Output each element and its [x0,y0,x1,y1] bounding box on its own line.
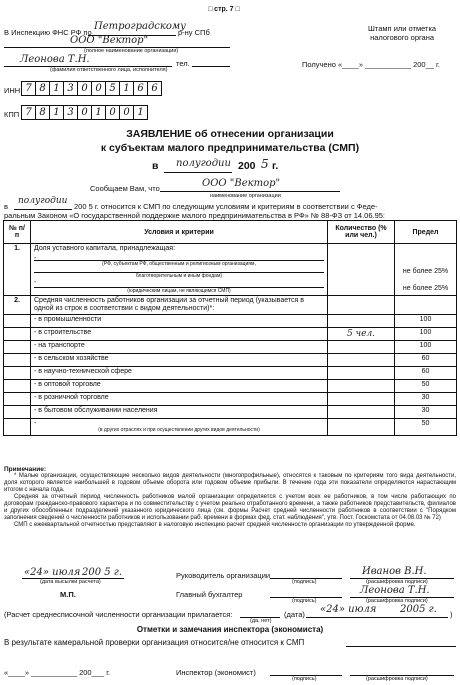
title-in: в [152,160,159,172]
inn-digit: 6 [133,81,148,96]
row-qty [328,419,395,436]
kpp-digit: 0 [105,105,120,120]
title-year-digit: 5 [261,157,269,171]
responsible-person: Леонова Т.Н. [20,54,90,65]
row-limit: 100 [395,341,457,354]
stamp-caption: Штамп или отметка налогового органа [368,24,437,42]
head-name: Иванов В.Н. [362,566,427,577]
head-label: Руководитель организации [176,571,271,580]
table-row [4,341,457,354]
inn-digit: 7 [21,81,36,96]
limit-25-b: не более 25% [402,285,449,292]
inn-digit: 1 [49,81,64,96]
inn-digit: 5 [105,81,120,96]
date-caption: (дата высылки расчета) [40,579,101,585]
intro-text2: ральным Законом «О государственной поддержке малого предпринимательства в РФ» № 88-ФЗ от 14.06.95: [4,211,386,220]
kpp-digits [21,105,147,120]
row-limit: 50 [395,380,457,393]
acc-name-caption: (расшифровка подписи) [366,598,428,604]
row-label: - в бытовом обслуживании населения [34,407,158,414]
kpp-digit: 1 [133,105,148,120]
row-caption: (в других отраслях и при осуществлении других видов деятельности) [98,427,260,433]
row-limit: 60 [395,354,457,367]
page-mark: □ стр. 7 □ [208,6,240,13]
inspector-sign-caption: (подпись) [292,676,317,682]
section-1-row: 1. Доля уставного капитала, принадлежащая: - (РФ, субъектам РФ, общественным и религиозным организациям, благотворительным и иным фондам) - (юридическим лицам, не являющимся СМП) не более 25% не более 25% [4,244,457,296]
inn-label: ИНН [4,86,21,95]
title-period: полугодии [176,158,231,169]
row-label: - в розничной торговле [34,394,109,401]
row-limit: 60 [395,367,457,380]
inn-digit: 8 [35,81,50,96]
table-row [4,367,457,380]
attached-label: (Расчет среднесписочной численности организации прилагается: [4,610,233,619]
row-qty [328,354,395,367]
row-qty [328,406,395,419]
row-label: - в оптовой торговле [34,381,101,388]
row-qty [328,393,395,406]
inn-digit: 0 [91,81,106,96]
inspector-title: Отметки и замечания инспектора (экономиста) [136,625,324,634]
row-limit: 30 [395,393,457,406]
kpp-digit: 3 [63,105,78,120]
tel-label: тел. [176,59,190,68]
row-qty [328,341,395,354]
intro-text1: 200 5 г. относится к СМП по следующим условиям и критериям в соответствии с Феде- [74,202,378,211]
attached-year: 2005 г. [400,604,437,615]
table-header: № п/п Условия и критерии Количество (% или чел.) Предел [4,221,457,244]
kpp-digit: 1 [91,105,106,120]
intro-in: в [4,202,8,211]
title-line1: ЗАЯВЛЕНИЕ об отнесении организации [126,128,334,140]
criteria-table [3,220,457,436]
row-label: - в научно-технической сфере [34,368,132,375]
row-label: - на транспорте [34,342,85,349]
row-qty [328,315,395,328]
district-suffix: р-ну СПб [178,28,210,37]
kpp-digit: 7 [21,105,36,120]
inn-digits [21,81,161,96]
row-limit: 30 [395,406,457,419]
notes: Примечание: * Малые организации, осуществляющие несколько видов деятельности (многопрофильные), относятся к таковым по критериям того вида деятельности, доля которого является наибольшей в годовом объеме оборота или годовом объеме прибыли. В течение года эти показатели определяются нарастающим итогом с начала года. Средняя за отчетный период численность работников малой организации определяется с учетом всех ее работников, в том числе работающих по договорам гражданско-правового характера и по совместительству с учетом реально отработанного времени, а также работников представительств, филиалов и других обособленных подразделений указанного юридического лица (см. формы Расчет средней численности работников в соответствии с "Порядком заполнения сведений о численности работников и использовании раб. времени в формах фед. стат. наблюдения", утв. Пост. Госкомстата от 04.08.03 № 72) СМП с ежеквартальной отчетностью представляют в налоговую инспекцию расчет средней численности организации по утвержденной форме. [4,466,456,528]
section-2-header-row: 2. Средняя численность работников организации за отчетный период (указывается в одной из строк в соответствии с видом деятельности)*: [4,296,457,315]
sign-year: 200 5 г. [82,567,123,578]
inspector-label: Инспектор (экономист) [176,668,256,677]
person-caption: (фамилия ответственного лица, исполнителя) [50,67,168,73]
inspector-name-caption: (расшифровка подписи) [366,676,428,682]
district-value: Петроградскому [94,21,186,32]
accountant-label: Главный бухгалтер [176,590,243,599]
row-limit: 50 [395,419,457,436]
intro-period: полугодии [18,196,68,206]
head-sign-caption: (подпись) [292,579,317,585]
stamp-mp: М.П. [60,590,76,599]
row-limit: 100 [395,315,457,328]
table-row [4,393,457,406]
accountant-name: Леонова Т.Н. [360,585,430,596]
intro-org-caption: наименование организации [210,193,281,199]
acc-sign-caption: (подпись) [292,598,317,604]
attached-caption: (да, нет) [250,618,272,624]
title-year-prefix: 200 [238,160,256,172]
inn-digit: 3 [63,81,78,96]
inn-digit: 1 [119,81,134,96]
row-qty: 5 чел. [328,328,395,341]
row-label: - в строительстве [34,329,92,336]
attached-date: «24» июля [320,604,377,615]
row-qty [328,367,395,380]
table-row [4,419,457,436]
head-name-caption: (расшифровка подписи) [366,579,428,585]
title-line2: к субъектам малого предпринимательства (СМП) [100,142,360,154]
table-row [4,354,457,367]
row-limit: 100 [395,328,457,341]
table-row [4,406,457,419]
row-qty [328,380,395,393]
attached-date-label: (дата) [284,610,305,619]
received-date: Получено «____» ___________ 200__ г. [302,60,440,69]
title-year-end: г. [272,160,279,172]
inspector-date: «____» ___________ 200___ г. [4,668,111,677]
inform-label: Сообщаем Вам, что [90,184,160,193]
inspection-label: В Инспекцию ФНС РФ по [4,28,92,37]
table-row [4,315,457,328]
headcount-rows [4,315,457,436]
row-label: - [34,420,37,427]
kpp-digit: 0 [119,105,134,120]
inn-digit: 0 [77,81,92,96]
kpp-digit: 1 [49,105,64,120]
sign-date: «24» июля [24,567,81,578]
form-page: □ стр. 7 □ В Инспекцию ФНС РФ по Петроградскому р-ну СПб Штамп или отметка налогового органа ООО "Вектор" (полное наименование организации) Леонова Т.Н. тел. (фамилия ответственного лица, исполнителя) Получено «____» ___________ 200__ г. ИНН 7 8 1 3 0 0 5 1 6 6 КПП 7 8 1 3 0 1 0 0 1 ЗАЯВЛЕНИЕ об отнесении организации к субъектам малого предпринимательства (СМП) в полугодии 200 5 г. Сообщаем Вам, что ООО "Вектор" наименование организации в полугодии 200 5 г. относится к СМП по следующим условиям и критериям в соответствии с Феде- ральным Законом «О государственной поддержке малого предпринимательства в РФ» № 88-ФЗ от 14.06.95: № п/п Условия и критерии Количество (% или чел.) Предел 1. Доля уставного капитала, принадлежащая: - (РФ, субъектам РФ, общественным и религиозным организациям, благотворительным и иным фондам) - (юридическим лицам, не являющимся СМП) не более 25% не более 25% 2. Средняя численность работников организации за отчетный период (указывается в одной из строк в соответствии с видом деятельности)*: - в промышленности 100 - в строительстве 5 чел. 100 - на транспорте 100 - в сельском хозяйстве 60 - в научно-технической сфере 60 - в оптовой торговле 50 - в розничной торговле 30 - в бытовом обслуживании населения 30 - (в других отраслях и при осуществлении других видов деятельности) 50 Примечание: * Малые организации, осуществляющие несколько видов деятельности (многопрофильные), относятся к таковым по критериям того вида деятельности, доля которого является наибольшей в годовом объеме оборота или годовом объеме прибыли. В течение года эти показатели определяются нарастающим итогом с начала года. Средняя за отчетный период численность работников малой организации определяется с учетом всех ее работников, в том числе работающих по договорам гражданско-правового характера и по совместительству с учетом реально отработанного времени, а также работников представительств, филиалов и других обособленных подразделений указанного юридического лица (см. формы Расчет средней численности работников в соответствии с "Порядком заполнения сведений о численности работников и использовании раб. времени в формах фед. стат. наблюдения", утв. Пост. Госкомстата от 04.08.03 № 72) СМП с ежеквартальной отчетностью представляют в налоговую инспекцию расчет средней численности организации по утвержденной форме. «24» июля 200 5 г. (дата высылки расчета) М.П. Руководитель организации (подпись) Иванов В.Н. (расшифровка подписи) Главный бухгалтер (подпись) Леонова Т.Н. (расшифровка подписи) (Расчет среднесписочной численности организации прилагается: (да, нет) (дата) «24» июля 2005 г. ) Отметки и замечания инспектора (экономиста) В результате камеральной проверки организация относится/не относится к СМП «____» ___________ 200___ г. Инспектор (экономист) (подпись) (расшифровка подписи) [0,0,460,685]
org-caption: (полное наименование организации) [84,48,179,54]
limit-25-a: не более 25% [402,268,449,275]
table-row [4,328,457,341]
inspection-result: В результате камеральной проверки организация относится/не относится к СМП [4,638,305,647]
table-row [4,380,457,393]
row-label: - в сельском хозяйстве [34,355,109,362]
row-label: - в промышленности [34,316,102,323]
inn-digit: 6 [147,81,162,96]
kpp-digit: 8 [35,105,50,120]
kpp-digit: 0 [77,105,92,120]
org-name: ООО "Вектор" [70,35,149,46]
intro-org: ООО "Вектор" [202,178,281,189]
kpp-label: КПП [4,110,20,119]
